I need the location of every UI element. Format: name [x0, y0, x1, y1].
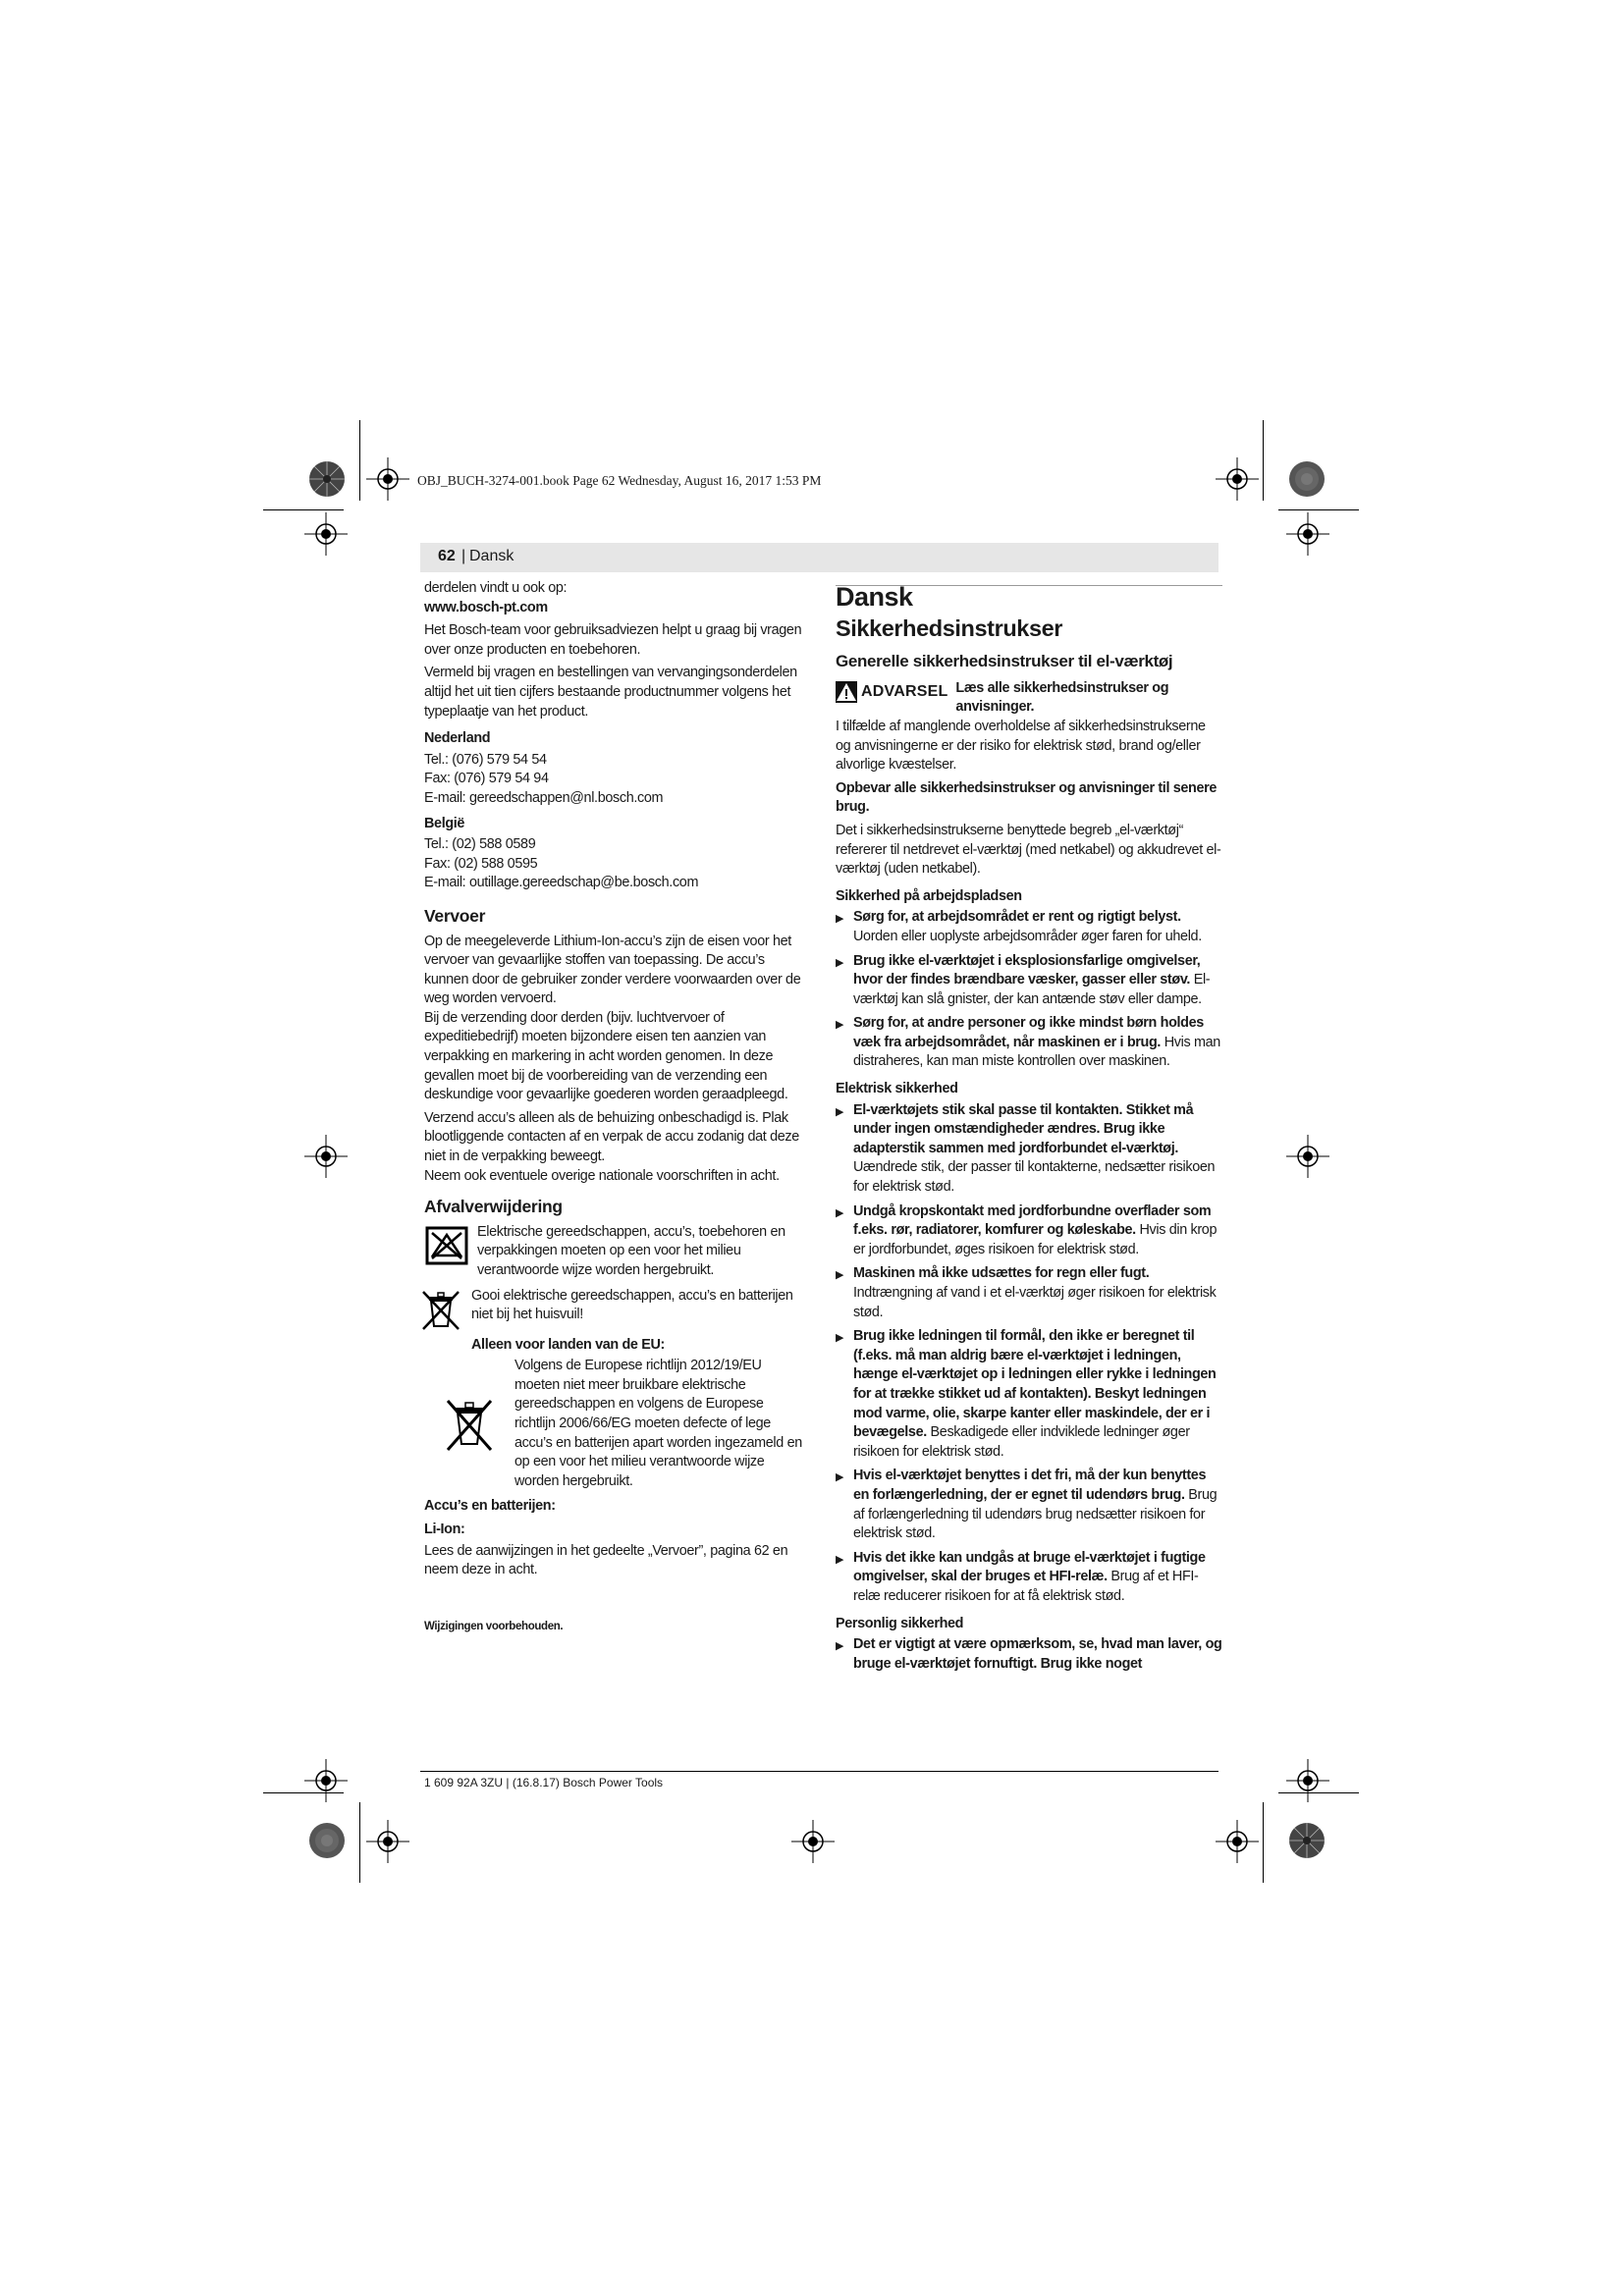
eu-icon-wrapper [424, 1357, 514, 1491]
bullet-arrow-icon: ▶ [836, 1553, 844, 1566]
work-safety-list [836, 908, 1222, 1072]
section-subtitle: Sikkerhedsinstrukser [836, 614, 1063, 641]
crop-line [1263, 1802, 1264, 1883]
list-item-text [853, 1264, 1222, 1322]
header-separator: | [461, 548, 466, 564]
contact-email: E-mail: gereedschappen@nl.bosch.com [424, 789, 664, 806]
list-item-bold: Hvis det ikke kan undgås at bruge el-værktøjet i fugtige omgivelser, skal der bruges et HFI-relæ. [853, 1549, 1206, 1585]
bullet-arrow-icon: ▶ [836, 913, 844, 926]
registration-mark-icon [366, 1820, 409, 1863]
list-item-normal: Brug af forlængerledning til udendørs brug nedsætter risikoen for elektrisk stød. [853, 1486, 1218, 1542]
footer-text: 1 609 92A 3ZU | (16.8.17) Bosch Power Tools [424, 1776, 664, 1789]
footer-rule [420, 1771, 1218, 1772]
list-item-normal: Uorden eller uoplyste arbejdsområder øger faren for uheld. [853, 928, 1202, 944]
warning-continuation: I tilfælde af manglende overholdelse af sikkerhedsinstrukserne og anvisningerne er der risiko for elektrisk stød, brand og/eller alvorlige kvæstelser. [836, 718, 1206, 774]
header-section: Dansk [469, 548, 514, 564]
registration-mark-icon [304, 1135, 348, 1178]
paragraph: derdelen vindt u ook op: [424, 580, 568, 596]
bin-row [418, 1287, 805, 1332]
heading-electrical-safety: Elektrisk sikkerhed [836, 1081, 958, 1097]
list-item-normal: Uændrede stik, der passer til kontakterne, nedsætter risikoen for elektrisk stød. [853, 1159, 1216, 1196]
list-item-bold: El-værktøjets stik skal passe til kontakten. Stikket må under ingen omstændigheder ændres. Brug ikke adapterstik sammen med jordforbundet el-værktøj. [853, 1101, 1194, 1156]
bullet-arrow-icon: ▶ [836, 1105, 844, 1118]
heading-accus: Accu’s en batterijen: [424, 1498, 556, 1515]
list-item [836, 1467, 1222, 1543]
crossed-bin-eu-icon [442, 1395, 497, 1454]
list-item-bold: Det er vigtigt at være opmærksom, se, hvad man laver, og bruge el-værktøjet fornuftigt. Brug ikke noget [853, 1636, 1222, 1672]
heading-vervoer: Vervoer [424, 905, 486, 926]
paragraph: Elektrische gereedschappen, accu’s, toebehoren en verpakkingen moeten op een voor het milieu verantwoorde wijze worden hergebruikt. [477, 1223, 785, 1278]
crop-line [359, 420, 360, 501]
crop-line [1278, 509, 1359, 510]
personal-safety-list [836, 1635, 1222, 1674]
registration-mark-icon [1216, 1820, 1259, 1863]
registration-mark-icon [304, 512, 348, 556]
list-item-text [853, 1202, 1222, 1260]
crop-line [263, 509, 344, 510]
registration-mark-icon [1286, 512, 1329, 556]
color-rosette-icon [1288, 1822, 1326, 1859]
list-item-text [853, 952, 1222, 1010]
page-header [420, 543, 1218, 572]
paragraph: Op de meegeleverde Lithium-Ion-accu’s zijn de eisen voor het vervoer van gevaarlijke stoffen van toepassing. De accu’s kunnen door de gebruiker zonder verdere voorwaarden over de weg worden vervoerd. [424, 933, 801, 1007]
contact-tel: Tel.: (02) 588 0589 [424, 836, 536, 853]
warning-triangle-icon [836, 681, 857, 703]
registration-mark-icon [304, 1759, 348, 1802]
list-item-text [853, 1635, 1222, 1674]
heading-nederland: Nederland [424, 730, 491, 747]
list-item-text [853, 1327, 1222, 1462]
bullet-arrow-icon: ▶ [836, 1269, 844, 1282]
list-item-normal: Hvis man distraheres, kan man miste kontrollen over maskinen. [853, 1034, 1220, 1070]
left-column [424, 579, 805, 1636]
registration-mark-icon [1286, 1135, 1329, 1178]
paragraph: Det i sikkerhedsinstrukserne benyttede begreb „el-værktøj“ refererer til netdrevet el-værktøj (med netkabel) og akkudrevet el-værktøj (uden netkabel). [836, 822, 1221, 878]
list-item-bold: Undgå kropskontakt med jordforbundne overflader som f.eks. rør, radiatorer, komfurer og køleskabe. [853, 1202, 1212, 1239]
heading-belgie: België [424, 815, 465, 831]
recycle-tool-icon [424, 1223, 469, 1268]
list-item-normal: El-værktøj kan slå gnister, der kan antænde støv eller dampe. [853, 972, 1211, 1007]
list-item [836, 1101, 1222, 1198]
registration-mark-icon [791, 1820, 835, 1863]
eu-row [424, 1357, 805, 1491]
heading-eu: Alleen voor landen van de EU: [471, 1336, 665, 1353]
list-item-normal: Hvis din krop er jordforbundet, øges risikoen for elektrisk stød. [853, 1222, 1218, 1257]
recycle-row [424, 1223, 805, 1281]
color-rosette-icon [308, 1822, 346, 1859]
contact-tel: Tel.: (076) 579 54 54 [424, 751, 547, 768]
bullet-arrow-icon: ▶ [836, 1640, 844, 1653]
keep-instructions: Opbevar alle sikkerhedsinstrukser og anvisninger til senere brug. [836, 779, 1218, 816]
list-item-normal: Brug af et HFI-relæ reducerer risikoen for at få elektrisk stød. [853, 1569, 1199, 1604]
registration-mark-icon [1216, 457, 1259, 501]
list-item-text [853, 908, 1222, 946]
bullet-arrow-icon: ▶ [836, 1471, 844, 1484]
contact-fax: Fax: (02) 588 0595 [424, 855, 538, 872]
list-item [836, 1327, 1222, 1462]
right-column [836, 582, 1222, 1679]
paragraph: Lees de aanwijzingen in het gedeelte „Vervoer”, pagina 62 en neem deze in acht. [424, 1542, 788, 1578]
bullet-arrow-icon: ▶ [836, 956, 844, 969]
electrical-safety-list [836, 1101, 1222, 1607]
crop-line [1263, 420, 1264, 501]
registration-mark-icon [366, 457, 409, 501]
contact-email: E-mail: outillage.gereedschap@be.bosch.com [424, 875, 699, 891]
heading-personal-safety: Personlig sikkerhed [836, 1615, 964, 1631]
heading-afvalverwijdering: Afvalverwijdering [424, 1197, 563, 1217]
color-rosette-icon [1288, 460, 1326, 498]
list-item-bold: Hvis el-værktøjet benyttes i det fri, må der kun benyttes en forlængerledning, der er egnet til udendørs brug. [853, 1468, 1207, 1503]
paragraph: Gooi elektrische gereedschappen, accu’s en batterijen niet bij het huisvuil! [471, 1287, 793, 1323]
changes-reserved-note: Wijzigingen voorbehouden. [424, 1620, 564, 1632]
warning-block [836, 679, 1222, 718]
color-rosette-icon [308, 460, 346, 498]
paragraph: Vermeld bij vragen en bestellingen van vervangingsonderdelen altijd het uit tien cijfers bestaande productnummer volgens het typeplaatje van het product. [424, 665, 797, 720]
bullet-arrow-icon: ▶ [836, 1332, 844, 1345]
general-heading: Generelle sikkerhedsinstrukser til el-værktøj [836, 652, 1173, 671]
paragraph: Het Bosch-team voor gebruiksadviezen helpt u graag bij vragen over onze producten en toebehoren. [424, 622, 802, 658]
list-item-text [853, 1014, 1222, 1072]
list-item-normal: Beskadigede eller indviklede ledninger øger risikoen for elektrisk stød. [853, 1424, 1190, 1460]
heading-work-safety: Sikkerhed på arbejdspladsen [836, 887, 1022, 904]
bullet-arrow-icon: ▶ [836, 1019, 844, 1032]
list-item [836, 1202, 1222, 1260]
warning-label: ADVARSEL [861, 682, 948, 700]
paragraph: Neem ook eventuele overige nationale voorschriften in acht. [424, 1167, 780, 1184]
list-item-bold: Sørg for, at andre personer og ikke mindst børn holdes væk fra arbejdsområdet, når maskinen er i brug. [853, 1015, 1204, 1050]
list-item [836, 952, 1222, 1010]
registration-mark-icon [1286, 1759, 1329, 1802]
print-info-line: OBJ_BUCH-3274-001.book Page 62 Wednesday, August 16, 2017 1:53 PM [417, 473, 822, 488]
paragraph: Bij de verzending door derden (bijv. luchtvervoer of expeditiebedrijf) moeten bijzondere eisen ten aanzien van verpakking en markering in acht worden genomen. In deze gevallen moet bij de voorbereiding van de verzending een deskundige voor gevaarlijke goederen worden geraadpleegd. [424, 1009, 788, 1103]
crossed-bin-icon [418, 1287, 463, 1332]
crop-line [359, 1802, 360, 1883]
warning-badge [836, 681, 947, 703]
warning-lead [955, 679, 1222, 718]
paragraph: Verzend accu’s alleen als de behuizing onbeschadigd is. Plak blootliggende contacten af en verpak de accu zodanig dat deze niet in de verpakking beweegt. [424, 1109, 799, 1165]
paragraph: Volgens de Europese richtlijn 2012/19/EU moeten niet meer bruikbare elektrische gereedschappen en volgens de Europese richtlijn 2006/66/EG moeten defecte of lege accu’s en batterijen apart worden ingezameld en op een voor het milieu verantwoorde wijze worden hergebruikt. [514, 1358, 802, 1489]
warning-bold-text: Læs alle sikkerhedsinstrukser og anvisninger. [955, 679, 1169, 716]
heading-liion: Li-Ion: [424, 1521, 465, 1537]
list-item-bold: Maskinen må ikke udsættes for regn eller fugt. [853, 1265, 1150, 1282]
list-item-bold: Sørg for, at arbejdsområdet er rent og rigtigt belyst. [853, 909, 1181, 926]
website-url: www.bosch-pt.com [424, 599, 548, 615]
page-number: 62 [438, 548, 456, 564]
list-item [836, 1549, 1222, 1607]
list-item [836, 1264, 1222, 1322]
contact-fax: Fax: (076) 579 54 94 [424, 771, 549, 787]
section-title: Dansk [836, 585, 1222, 608]
list-item-normal: Indtrængning af vand i et el-værktøj øger risikoen for elektrisk stød. [853, 1285, 1217, 1320]
list-item-text [853, 1467, 1222, 1543]
list-item-bold: Brug ikke el-værktøjet i eksplosionsfarlige omgivelser, hvor der findes brændbare væsker, gasser eller støv. [853, 952, 1201, 988]
list-item [836, 908, 1222, 946]
list-item-bold: Brug ikke ledningen til formål, den ikke er beregnet til (f.eks. må man aldrig bære el-værktøjet i ledningen, hænge el-værktøjet op i ledningen eller rykke i ledningen for at trække stikket ud af kontakten). Beskyt ledningen mod varme, olie, skarpe kanter eller maskindele, der er i bevægelse. [853, 1328, 1217, 1441]
bullet-arrow-icon: ▶ [836, 1206, 844, 1219]
list-item-text [853, 1549, 1222, 1607]
list-item [836, 1635, 1222, 1674]
list-item-text [853, 1101, 1222, 1198]
list-item [836, 1014, 1222, 1072]
